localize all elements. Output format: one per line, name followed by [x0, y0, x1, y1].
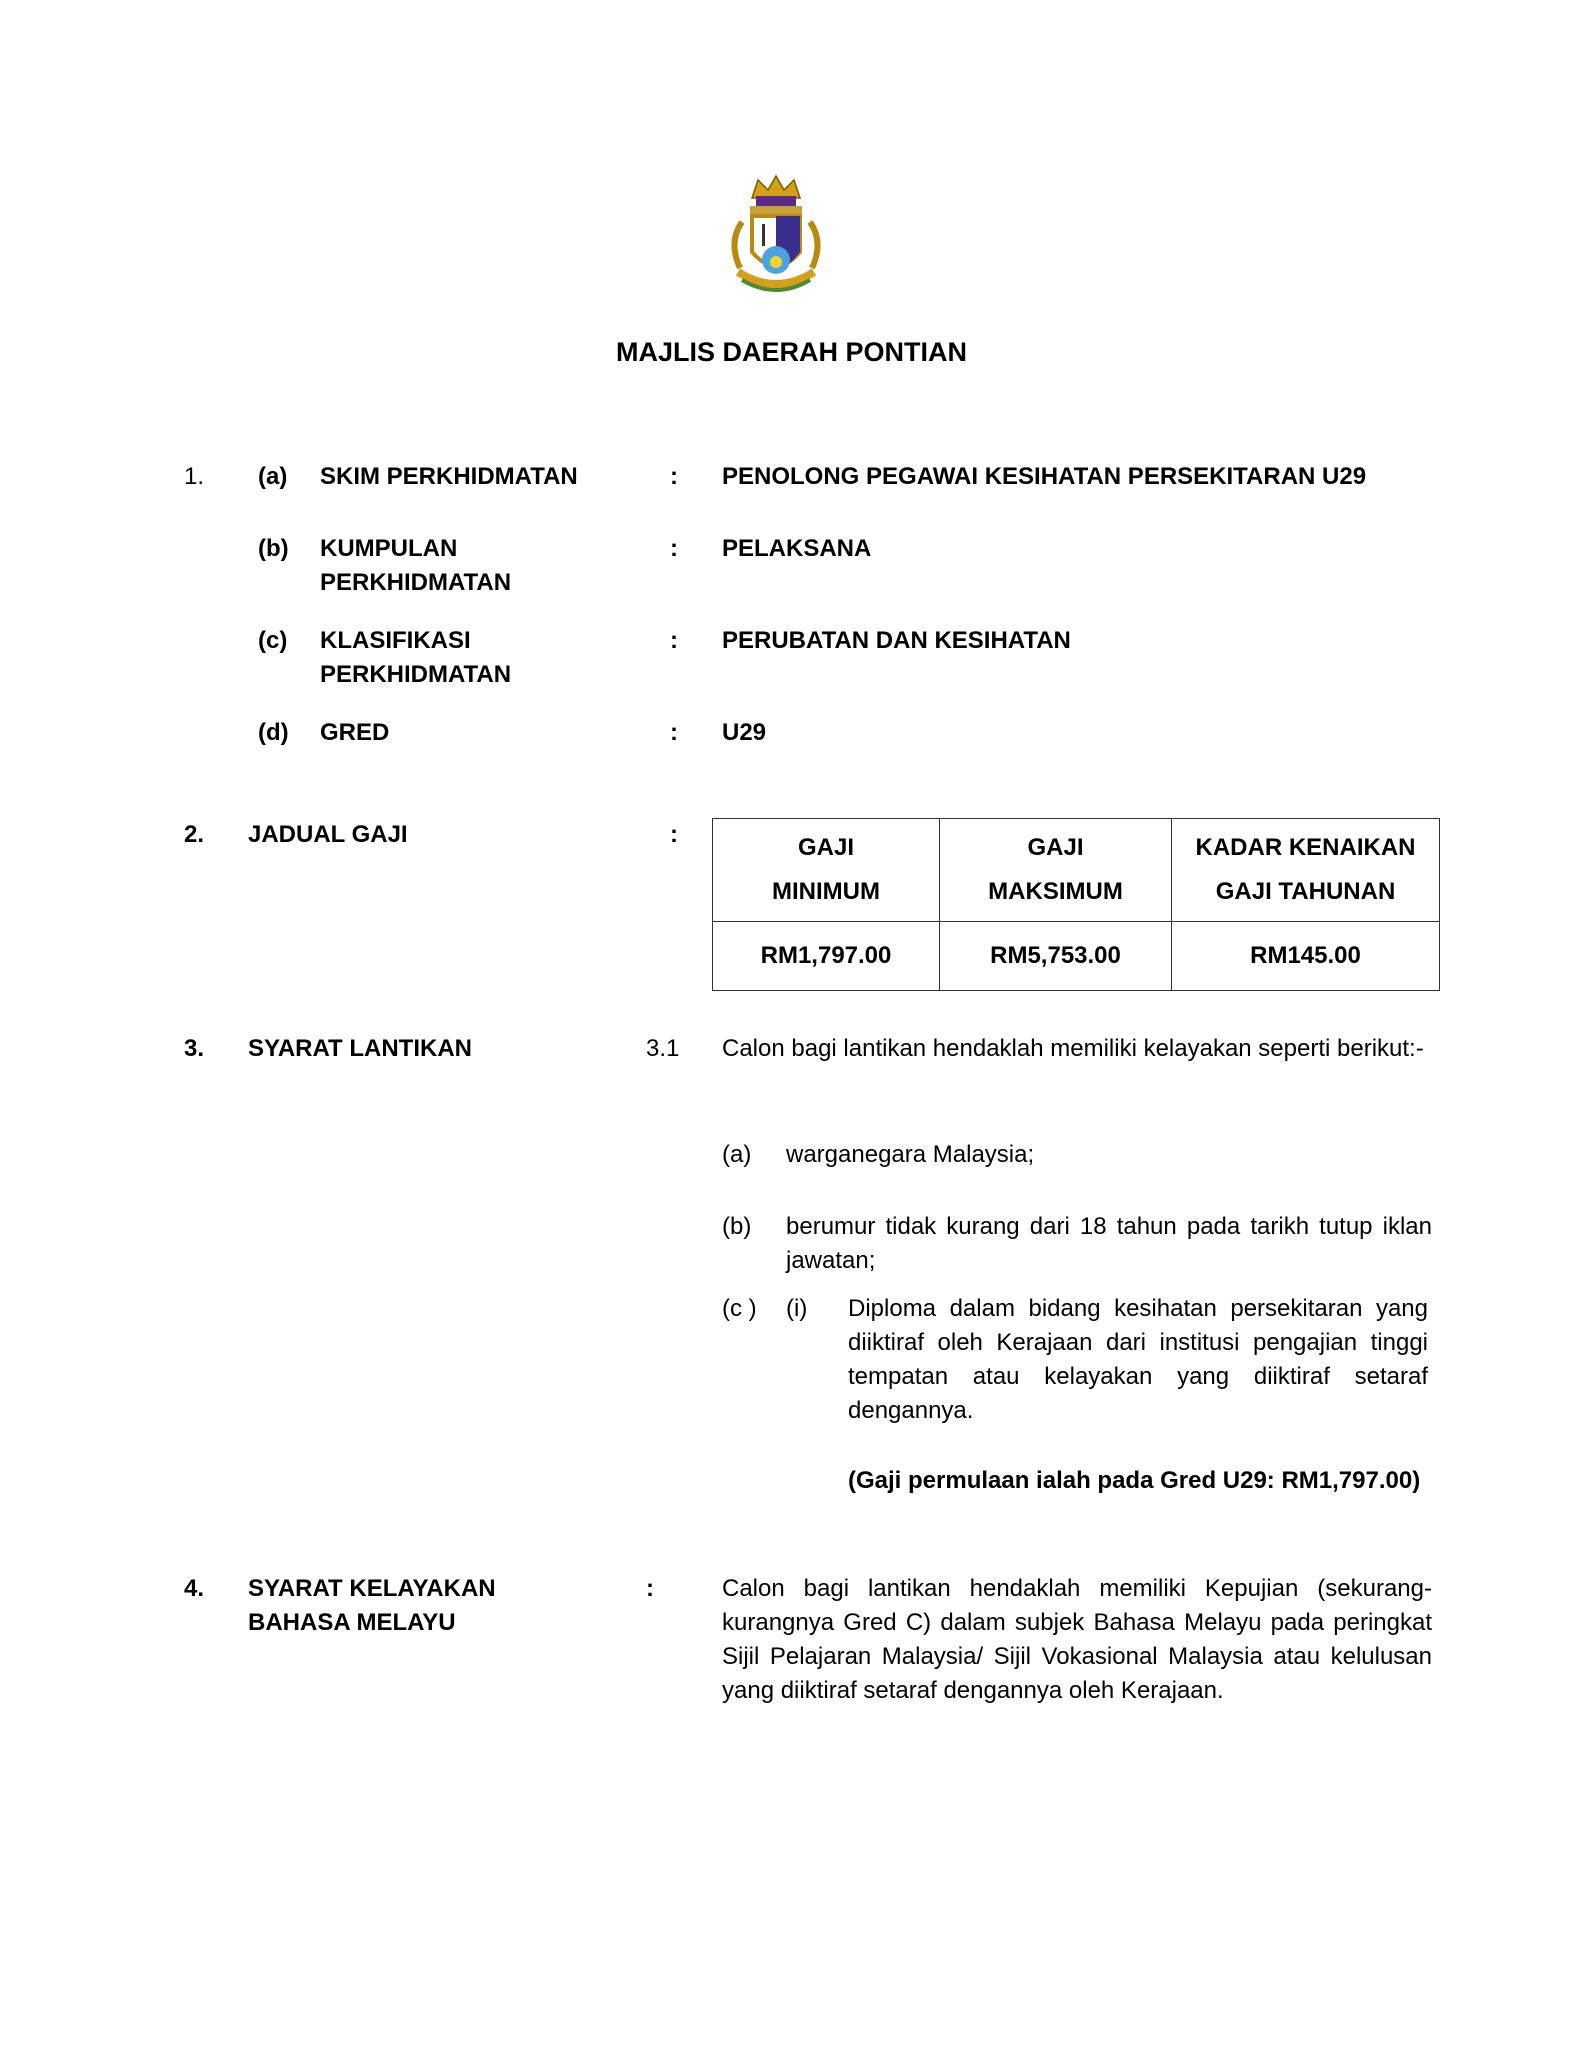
- subsection-number: 3.1: [646, 1035, 680, 1062]
- max-salary-value: RM5,753.00: [940, 922, 1172, 991]
- item-d-colon: :: [670, 719, 678, 746]
- starting-salary-note: (Gaji permulaan ialah pada Gred U29: RM1,797.00): [848, 1467, 1421, 1494]
- salary-table-value-row: [713, 922, 1440, 991]
- salary-schedule-colon: :: [670, 821, 678, 848]
- salary-table: [712, 818, 1440, 991]
- req-a-letter: (a): [722, 1141, 752, 1168]
- item-a-letter: (a): [258, 463, 288, 490]
- salary-table-header-row: [713, 819, 1440, 922]
- header-line: GAJI TAHUNAN: [1215, 878, 1396, 905]
- section-4-number: 4.: [184, 1575, 205, 1602]
- item-c-label: KLASIFIKASI PERKHIDMATAN: [320, 627, 512, 688]
- item-c-value: PERUBATAN DAN KESIHATAN: [722, 627, 1071, 654]
- header-line: MINIMUM: [772, 878, 880, 905]
- item-b-value: PELAKSANA: [722, 535, 872, 562]
- header-line: GAJI: [797, 834, 854, 861]
- item-c-letter: (c): [258, 627, 288, 654]
- req-b-letter: (b): [722, 1213, 752, 1240]
- req-c-letter: (c ): [722, 1295, 757, 1322]
- section-4-colon: :: [646, 1575, 654, 1602]
- header-line: MAKSIMUM: [988, 878, 1123, 905]
- header-line: KADAR KENAIKAN: [1195, 834, 1416, 861]
- req-c-text: Diploma dalam bidang kesihatan persekitaran yang diiktiraf oleh Kerajaan dari institusi pengajian tinggi tempatan atau kelayakan yang diiktiraf setaraf dengannya.: [848, 1295, 1428, 1424]
- header-max-salary: [940, 819, 1172, 922]
- item-a-label: SKIM PERKHIDMATAN: [320, 463, 578, 490]
- appointment-requirements-label: SYARAT LANTIKAN: [248, 1035, 473, 1062]
- header-min-salary: [713, 819, 940, 922]
- header-annual-increment: [1172, 819, 1440, 922]
- req-b-text: berumur tidak kurang dari 18 tahun pada tarikh tutup iklan jawatan;: [786, 1213, 1432, 1274]
- item-d-letter: (d): [258, 719, 289, 746]
- council-crest-icon: [712, 172, 840, 300]
- item-b-label: KUMPULAN PERKHIDMATAN: [320, 535, 512, 596]
- malay-language-requirement-text: Calon bagi lantikan hendaklah memiliki Kepujian (sekurang-kurangnya Gred C) dalam subjek Bahasa Melayu pada peringkat Sijil Pelajaran Malaysia/ Sijil Vokasional Malaysia atau kelulusan yang diiktiraf setaraf dengannya oleh Kerajaan.: [722, 1575, 1432, 1704]
- salary-schedule-label: JADUAL GAJI: [248, 821, 408, 848]
- item-b-colon: :: [670, 535, 678, 562]
- min-salary-value: RM1,797.00: [713, 922, 940, 991]
- section-3-number: 3.: [184, 1035, 205, 1062]
- req-c-roman: (i): [786, 1295, 808, 1322]
- header-line: GAJI: [1027, 834, 1084, 861]
- item-d-value: U29: [722, 719, 767, 746]
- malay-language-requirement-label: SYARAT KELAYAKAN BAHASA MELAYU: [248, 1575, 496, 1636]
- item-b-letter: (b): [258, 535, 289, 562]
- item-a-value: PENOLONG PEGAWAI KESIHATAN PERSEKITARAN U29: [722, 463, 1367, 490]
- item-d-label: GRED: [320, 719, 390, 746]
- annual-increment-value: RM145.00: [1172, 922, 1440, 991]
- page-title: MAJLIS DAERAH PONTIAN: [615, 337, 967, 367]
- req-a-text: warganegara Malaysia;: [786, 1141, 1035, 1168]
- section-2-number: 2.: [184, 821, 205, 848]
- item-c-colon: :: [670, 627, 678, 654]
- requirements-intro: Calon bagi lantikan hendaklah memiliki kelayakan seperti berikut:-: [722, 1035, 1424, 1062]
- item-a-colon: :: [670, 463, 678, 490]
- section-1-number: 1.: [184, 463, 205, 490]
